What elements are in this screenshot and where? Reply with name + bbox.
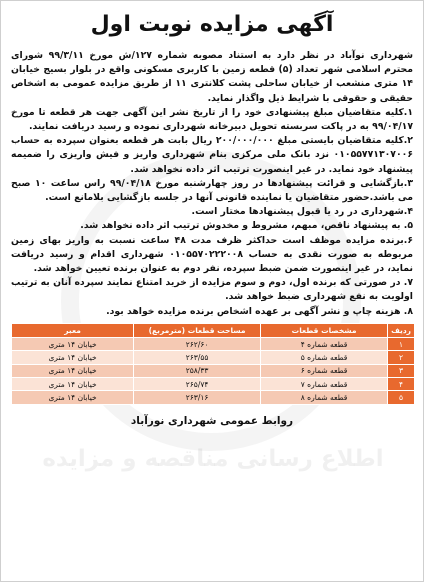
condition-6: ۶.برنده مزایده موظف است حداکثر ظرف مدت ۴۸ ساعت نسبت به واریز بهای زمین مربوطه به صورت نقدی به حساب ۰۱۰۵۵۷۰۲۲۲۰۰۸ شهرداری اقدام و رسید دریافت نماید، در غیر اینصورت ضمن ضبط سپرده، نفر دوم به عنوان برنده تعیین خواهد شد. [11,234,413,275]
table-row [12,391,415,404]
lot-street: خیابان ۱۴ متری [12,337,134,350]
table-row [12,351,415,364]
condition-5: ۵. به پیشنهاد ناقص، مبهم، مشروط و مخدوش ترتیب اثر داده نخواهد شد. [80,220,413,232]
lot-title: قطعه شماره ۸ [261,391,388,404]
condition-8: ۸. هزینه چاپ و نشر آگهی بر عهده اشخاص برنده مزایده خواهد بود. [106,305,413,317]
lot-area: ۲۶۵/۷۴ [134,378,261,391]
header-lot-title: مشخصات قطعات [261,323,388,337]
condition-3: ۳.بازگشایی و قرائت پیشنهادها در روز چهارشنبه مورخ ۹۹/۰۴/۱۸ راس ساعت ۱۰ صبح می باشد.حضور متقاضیان یا نماینده قانونی آنها در جلسه بازگشایی بلامانع است. [11,177,413,204]
table-row [12,337,415,350]
lot-street: خیابان ۱۴ متری [12,351,134,364]
lots-table [11,323,415,405]
header-street: معبر [12,323,134,337]
lot-title: قطعه شماره ۴ [261,337,388,350]
condition-1: ۱.کلیه متقاضیان مبلغ پیشنهادی خود را از تاریخ نشر این آگهی جهت هر قطعه تا مورخ ۹۹/۰۴/۱۷ به در پاکت سربسته تحویل دبیرخانه شهرداری نموده و رسید دریافت نمایند. [11,106,413,133]
table-row [12,364,415,377]
condition-2: ۲.کلیه متقاضیان بایستی مبلغ ۲۰۰/۰۰۰/۰۰۰ ریال بابت هر قطعه بعنوان سپرده به حساب ۰۱۰۵۵۷۷۱۳۰۷۰۰۶ نزد بانک ملی مرکزی بنام شهرداری واریز و فیش واریزی را ضمیمه پیشنهاد خود نماید. در غیر اینصورت ترتیب اثر داده نخواهد شد. [11,135,413,175]
watermark-text: اطلاع رسانی مناقصه و مزایده [42,446,384,472]
lot-street: خیابان ۱۴ متری [12,378,134,391]
publisher-footer: روابط عمومی شهرداری نورآباد [130,414,294,427]
lot-area: ۲۶۳/۵۵ [134,351,261,364]
header-lot-area: مساحت قطعات (مترمربع) [134,323,261,337]
lot-street: خیابان ۱۴ متری [12,391,134,404]
table-header-row [12,323,415,337]
row-number: ۴ [388,378,415,391]
lot-title: قطعه شماره ۵ [261,351,388,364]
intro-paragraph: شهرداری نوآباد در نظر دارد به استناد مصوبه شماره ۱۲۷/ش مورخ ۹۹/۳/۱۱ شورای محترم اسلامی شهر تعداد (۵) قطعه زمین با کاربری مسکونی واقع در بلوار بسیج خیابان ۱۴ متری منشعب از خیابان ساحلی پشت کلانتری ۱۱ از طریق مزایده عمومی به اشخاص حقیقی و حقوقی با شرایط ذیل واگذار نماید. [11,50,413,104]
row-number: ۳ [388,364,415,377]
table-row [12,378,415,391]
header-row-number: ردیف [388,323,415,337]
lot-area: ۲۶۲/۶۰ [134,337,261,350]
row-number: ۵ [388,391,415,404]
lot-street: خیابان ۱۴ متری [12,364,134,377]
lot-title: قطعه شماره ۷ [261,378,388,391]
lot-area: ۲۵۸/۳۳ [134,364,261,377]
lot-area: ۲۶۳/۱۶ [134,391,261,404]
row-number: ۲ [388,351,415,364]
condition-4: ۴.شهرداری در رد یا قبول پیشنهادها مختار است. [191,206,413,218]
lot-title: قطعه شماره ۶ [261,364,388,377]
notice-title: آگهی مزایده نوبت اول [90,12,334,37]
condition-7: ۷. در صورتی که برنده اول، دوم و سوم مزایده از خرید امتناع نمایند سپرده آنان به ترتیب اولویت به نفع شهرداری ضبط خواهد شد. [11,277,413,303]
notice-body [11,49,413,319]
row-number: ۱ [388,337,415,350]
